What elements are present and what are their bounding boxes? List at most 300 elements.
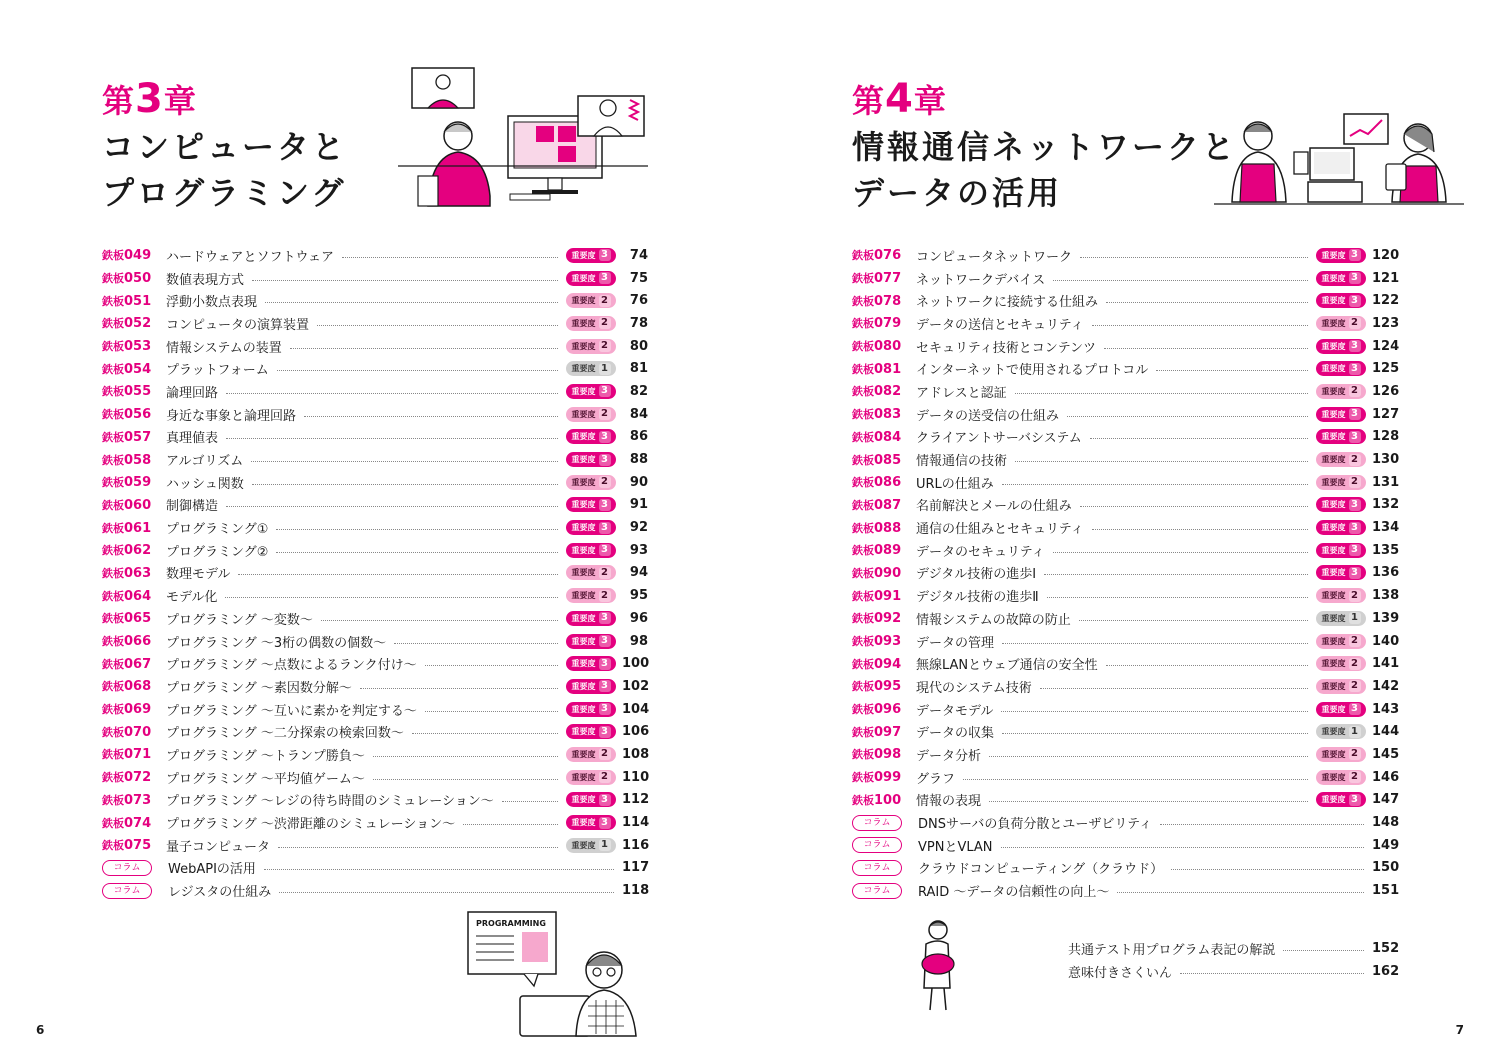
toc-entry[interactable] <box>852 698 1398 721</box>
dot-leader <box>226 393 558 394</box>
entry-page-number: 93 <box>629 542 648 558</box>
importance-badge <box>566 339 616 354</box>
entry-title: デジタル技術の進歩Ⅰ <box>916 567 1037 583</box>
importance-label: 重要度 <box>571 636 596 646</box>
entry-page-number: 143 <box>1372 701 1400 717</box>
importance-label: 重要度 <box>571 341 596 351</box>
toc-entry[interactable] <box>102 675 648 698</box>
entry-code <box>102 429 166 445</box>
entry-code-prefix: 鉄板 <box>102 657 124 671</box>
entry-title: デジタル技術の進歩Ⅱ <box>916 590 1039 606</box>
entry-code-prefix: 鉄板 <box>102 521 124 535</box>
toc-entry[interactable] <box>852 471 1398 494</box>
entry-code-number: 086 <box>874 475 902 491</box>
entry-code-number: 055 <box>124 384 152 400</box>
importance-label: 重要度 <box>1321 341 1346 351</box>
importance-level: 2 <box>599 771 611 783</box>
importance-badge <box>1316 248 1366 263</box>
importance-label: 重要度 <box>571 613 596 623</box>
entry-code-prefix: 鉄板 <box>102 771 124 785</box>
appendix-entry[interactable] <box>1068 937 1398 960</box>
entry-code-number: 075 <box>124 838 152 854</box>
entry-title: アルゴリズム <box>166 454 244 470</box>
entry-title: 現代のシステム技術 <box>916 680 1032 696</box>
entry-title: プログラミング ～変数～ <box>166 612 313 628</box>
entry-title: 数値表現方式 <box>166 272 245 288</box>
entry-page-number: 81 <box>629 361 648 377</box>
column-page-number: 117 <box>622 860 650 876</box>
entry-code-number: 068 <box>124 679 152 695</box>
toc-entry[interactable] <box>852 516 1398 539</box>
importance-badge <box>1316 452 1366 467</box>
toc-entry[interactable] <box>102 539 648 562</box>
importance-badge <box>566 634 616 649</box>
entry-title: モデル化 <box>166 590 218 606</box>
entry-page-number: 138 <box>1372 588 1400 604</box>
importance-label: 重要度 <box>1321 523 1346 533</box>
toc-entry[interactable] <box>102 403 648 426</box>
entry-code-number: 050 <box>124 271 152 287</box>
entry-code-number: 087 <box>874 497 902 513</box>
toc-entry[interactable] <box>102 244 648 267</box>
entry-page-number: 144 <box>1372 724 1400 740</box>
importance-badge <box>566 316 616 331</box>
entry-code-prefix: 鉄板 <box>852 544 874 558</box>
toc-entry[interactable] <box>852 335 1398 358</box>
entry-title: プログラミング① <box>166 522 269 538</box>
entry-code <box>102 837 166 853</box>
importance-badge <box>1316 293 1366 308</box>
column-page-number: 150 <box>1372 860 1400 876</box>
importance-label: 重要度 <box>1321 795 1346 805</box>
entry-title: プログラミング② <box>166 544 269 560</box>
column-tag: コラム <box>852 883 902 899</box>
toc-entry[interactable] <box>852 562 1398 585</box>
toc-entry[interactable] <box>852 630 1398 653</box>
entry-page-number: 92 <box>629 520 648 536</box>
importance-label: 重要度 <box>1321 477 1346 487</box>
entry-title: プログラミング ～二分探索の検索回数～ <box>166 726 404 742</box>
entry-code-number: 052 <box>124 316 152 332</box>
entry-code <box>852 270 916 286</box>
importance-level: 3 <box>1349 408 1361 420</box>
importance-badge <box>1316 475 1366 490</box>
entry-code-prefix: 鉄板 <box>852 793 874 807</box>
entry-title: 身近な事象と論理回路 <box>166 408 297 424</box>
importance-badge <box>566 361 616 376</box>
entry-title: プログラミング ～渋滞距離のシミュレーション～ <box>166 817 456 833</box>
column-page-number: 151 <box>1372 883 1400 899</box>
entry-code <box>102 746 166 762</box>
importance-level: 2 <box>599 590 611 602</box>
video-call-illustration <box>398 66 654 208</box>
entry-title: アドレスと認証 <box>916 385 1007 401</box>
dot-leader <box>276 529 558 530</box>
importance-label: 重要度 <box>571 364 596 374</box>
column-entry[interactable] <box>852 834 1398 857</box>
entry-code-prefix: 鉄板 <box>102 725 124 739</box>
toc-entry[interactable] <box>852 607 1398 630</box>
importance-badge <box>1316 724 1366 739</box>
appendix-entry[interactable] <box>1068 960 1398 983</box>
entry-page-number: 108 <box>622 746 650 762</box>
dot-leader <box>1080 257 1308 258</box>
entry-code-prefix: 鉄板 <box>102 839 124 853</box>
entry-code-number: 058 <box>124 452 152 468</box>
entry-code-prefix: 鉄板 <box>102 703 124 717</box>
importance-level: 2 <box>1349 590 1361 602</box>
toc-entry[interactable] <box>102 652 648 675</box>
toc-entry[interactable] <box>852 789 1398 812</box>
importance-badge <box>1316 543 1366 558</box>
dot-leader <box>1053 552 1308 553</box>
toc-entry[interactable] <box>102 267 648 290</box>
entry-code-prefix: 鉄板 <box>852 249 874 263</box>
importance-level: 3 <box>1349 363 1361 375</box>
column-tag: コラム <box>102 883 152 899</box>
entry-page-number: 74 <box>629 247 648 263</box>
toc-entry[interactable] <box>102 811 648 834</box>
dot-leader <box>412 733 558 734</box>
column-tag: コラム <box>852 860 902 876</box>
entry-code-number: 076 <box>874 248 902 264</box>
entry-page-number: 98 <box>629 633 648 649</box>
entry-title: プログラミング ～レジの待ち時間のシミュレーション～ <box>166 794 494 810</box>
importance-badge <box>566 543 616 558</box>
importance-badge <box>1316 361 1366 376</box>
column-page-number: 149 <box>1372 837 1400 853</box>
toc-entry[interactable] <box>102 584 648 607</box>
entry-code <box>102 293 166 309</box>
toc-entry[interactable] <box>102 380 648 403</box>
entry-code-prefix: 鉄板 <box>852 430 874 444</box>
toc-entry[interactable] <box>852 720 1398 743</box>
entry-code-prefix: 鉄板 <box>102 249 124 263</box>
importance-label: 重要度 <box>1321 386 1346 396</box>
entry-title: グラフ <box>916 771 956 787</box>
dot-leader <box>1106 302 1308 303</box>
entry-code <box>852 769 916 785</box>
entry-code-prefix: 鉄板 <box>852 771 874 785</box>
entry-code-prefix: 鉄板 <box>102 340 124 354</box>
dot-leader <box>1106 665 1308 666</box>
entry-page-number: 95 <box>629 588 648 604</box>
entry-code <box>102 520 166 536</box>
toc-entry[interactable] <box>102 743 648 766</box>
chapter-label: 第4章 <box>852 76 947 122</box>
entry-page-number: 135 <box>1372 542 1400 558</box>
toc-entry[interactable] <box>852 675 1398 698</box>
entry-code <box>102 452 166 468</box>
entry-code-number: 073 <box>124 792 152 808</box>
entry-code-number: 094 <box>874 656 902 672</box>
importance-badge <box>566 611 616 626</box>
entry-code-number: 093 <box>874 634 902 650</box>
entry-title: データの送信とセキュリティ <box>916 317 1084 333</box>
importance-label: 重要度 <box>571 659 596 669</box>
entry-code <box>102 474 166 490</box>
toc-entry[interactable] <box>102 698 648 721</box>
toc-entry[interactable] <box>102 834 648 857</box>
dot-leader <box>1117 892 1364 893</box>
entry-code <box>102 701 166 717</box>
toc-entry[interactable] <box>852 494 1398 517</box>
importance-level: 3 <box>1349 249 1361 261</box>
entry-code-number: 051 <box>124 293 152 309</box>
entry-title: ネットワークに接続する仕組み <box>916 295 1099 311</box>
entry-title: プログラミング ～平均値ゲーム～ <box>166 771 365 787</box>
entry-code <box>852 678 916 694</box>
importance-badge <box>566 565 616 580</box>
entry-code-prefix: 鉄板 <box>102 589 124 603</box>
toc-entry[interactable] <box>852 267 1398 290</box>
entry-code-number: 088 <box>874 520 902 536</box>
dot-leader <box>1283 950 1364 951</box>
entry-code-prefix: 鉄板 <box>852 385 874 399</box>
dot-leader <box>225 597 558 598</box>
importance-label: 重要度 <box>571 681 596 691</box>
column-page-number: 118 <box>622 883 650 899</box>
importance-label: 重要度 <box>1321 613 1346 623</box>
dot-leader <box>1047 597 1308 598</box>
entry-code-number: 082 <box>874 384 902 400</box>
entry-code-number: 057 <box>124 429 152 445</box>
toc-entry[interactable] <box>102 630 648 653</box>
entry-code <box>102 338 166 354</box>
dot-leader <box>1104 348 1308 349</box>
entry-code-number: 059 <box>124 475 152 491</box>
importance-badge <box>566 792 616 807</box>
dot-leader <box>1040 688 1308 689</box>
column-entry[interactable] <box>852 811 1398 834</box>
dot-leader <box>394 643 558 644</box>
entry-code-prefix: 鉄板 <box>102 635 124 649</box>
entry-page-number: 121 <box>1372 270 1400 286</box>
toc-entry[interactable] <box>102 516 648 539</box>
importance-level: 3 <box>599 249 611 261</box>
dot-leader <box>502 801 558 802</box>
entry-page-number: 102 <box>622 678 650 694</box>
importance-level: 2 <box>599 476 611 488</box>
toc-entry[interactable] <box>102 766 648 789</box>
importance-label: 重要度 <box>571 386 596 396</box>
toc-entry[interactable] <box>852 766 1398 789</box>
importance-level: 3 <box>599 499 611 511</box>
toc-entry[interactable] <box>852 244 1398 267</box>
importance-level: 2 <box>599 748 611 760</box>
importance-label: 重要度 <box>571 840 596 850</box>
importance-badge <box>566 702 616 717</box>
toc-entry[interactable] <box>102 335 648 358</box>
toc-entry[interactable] <box>852 289 1398 312</box>
toc-entry[interactable] <box>852 357 1398 380</box>
importance-level: 2 <box>599 567 611 579</box>
entry-title: 情報の表現 <box>916 794 982 810</box>
entry-code-prefix: 鉄板 <box>102 748 124 762</box>
entry-page-number: 127 <box>1372 406 1400 422</box>
dot-leader <box>425 711 558 712</box>
toc-entry[interactable] <box>102 720 648 743</box>
entry-code <box>852 429 916 445</box>
entry-page-number: 125 <box>1372 361 1400 377</box>
entry-code-prefix: 鉄板 <box>102 816 124 830</box>
entry-page-number: 90 <box>629 474 648 490</box>
toc-entry[interactable] <box>102 789 648 812</box>
toc-entry[interactable] <box>852 539 1398 562</box>
importance-level: 3 <box>599 817 611 829</box>
importance-badge <box>1316 339 1366 354</box>
importance-label: 重要度 <box>571 591 596 601</box>
toc-entry[interactable] <box>102 357 648 380</box>
importance-badge <box>566 838 616 853</box>
importance-level: 2 <box>1349 680 1361 692</box>
entry-code-prefix: 鉄板 <box>852 612 874 626</box>
entry-code-number: 053 <box>124 339 152 355</box>
appendix-page-number: 162 <box>1372 964 1400 979</box>
entry-code-number: 066 <box>124 634 152 650</box>
importance-badge <box>566 520 616 535</box>
entry-page-number: 88 <box>629 452 648 468</box>
toc-entry[interactable] <box>102 607 648 630</box>
importance-label: 重要度 <box>1321 591 1346 601</box>
importance-label: 重要度 <box>1321 318 1346 328</box>
importance-level: 3 <box>599 658 611 670</box>
importance-badge <box>1316 497 1366 512</box>
importance-level: 2 <box>1349 317 1361 329</box>
importance-level: 2 <box>1349 771 1361 783</box>
importance-label: 重要度 <box>571 772 596 782</box>
entry-page-number: 116 <box>622 837 650 853</box>
importance-label: 重要度 <box>571 296 596 306</box>
entry-title: プログラミング ～3桁の偶数の個数～ <box>166 635 387 651</box>
entry-page-number: 124 <box>1372 338 1400 354</box>
importance-label: 重要度 <box>571 795 596 805</box>
entry-code-prefix: 鉄板 <box>102 408 124 422</box>
appendix-title: 共通テスト用プログラム表記の解説 <box>1068 943 1276 958</box>
entry-title: 量子コンピュータ <box>166 839 271 855</box>
entry-code-prefix: 鉄板 <box>852 589 874 603</box>
entry-code-prefix: 鉄板 <box>852 657 874 671</box>
entry-title: ネットワークデバイス <box>916 272 1046 288</box>
importance-level: 3 <box>1349 272 1361 284</box>
dot-leader <box>963 779 1308 780</box>
entry-page-number: 100 <box>622 656 650 672</box>
entry-code <box>102 247 166 263</box>
importance-level: 3 <box>599 544 611 556</box>
entry-page-number: 114 <box>622 815 650 831</box>
column-entry[interactable] <box>852 879 1398 902</box>
importance-badge <box>1316 429 1366 444</box>
entry-code-number: 064 <box>124 588 152 604</box>
dot-leader <box>1002 484 1308 485</box>
importance-level: 3 <box>599 612 611 624</box>
entry-code-prefix: 鉄板 <box>102 498 124 512</box>
toc-entry[interactable] <box>102 471 648 494</box>
importance-badge <box>566 815 616 830</box>
entry-title: プログラミング ～素因数分解～ <box>166 680 352 696</box>
toc-entry[interactable] <box>102 494 648 517</box>
importance-level: 3 <box>1349 794 1361 806</box>
entry-code-number: 077 <box>874 271 902 287</box>
importance-label: 重要度 <box>571 500 596 510</box>
dot-leader <box>290 348 558 349</box>
column-entry[interactable] <box>102 879 648 902</box>
toc-entry[interactable] <box>852 380 1398 403</box>
importance-label: 重要度 <box>1321 749 1346 759</box>
entry-page-number: 131 <box>1372 474 1400 490</box>
dot-leader <box>1180 973 1364 974</box>
column-tag: コラム <box>852 837 902 853</box>
toc-entry[interactable] <box>102 448 648 471</box>
toc-entry[interactable] <box>102 426 648 449</box>
importance-label: 重要度 <box>1321 704 1346 714</box>
toc-entry[interactable] <box>852 403 1398 426</box>
toc-entry[interactable] <box>852 652 1398 675</box>
column-entry[interactable] <box>852 857 1398 880</box>
entry-page-number: 82 <box>629 383 648 399</box>
entry-page-number: 122 <box>1372 293 1400 309</box>
column-title: WebAPIの活用 <box>168 862 256 878</box>
column-entry[interactable] <box>102 857 648 880</box>
importance-label: 重要度 <box>571 749 596 759</box>
entry-title: 通信の仕組みとセキュリティ <box>916 522 1084 538</box>
importance-badge <box>1316 565 1366 580</box>
importance-level: 2 <box>1349 454 1361 466</box>
toc-entry[interactable] <box>852 584 1398 607</box>
importance-level: 2 <box>599 340 611 352</box>
page-number: 7 <box>1455 1023 1464 1037</box>
entry-page-number: 106 <box>622 724 650 740</box>
entry-code-number: 081 <box>874 361 902 377</box>
importance-level: 3 <box>1349 522 1361 534</box>
entry-title: クライアントサーバシステム <box>916 431 1082 447</box>
dot-leader <box>264 869 614 870</box>
toc-entry[interactable] <box>852 426 1398 449</box>
entry-code-number: 071 <box>124 747 152 763</box>
entry-code-number: 097 <box>874 724 902 740</box>
entry-code <box>852 497 916 513</box>
importance-label: 重要度 <box>1321 432 1346 442</box>
importance-label: 重要度 <box>571 409 596 419</box>
importance-badge <box>566 747 616 762</box>
dot-leader <box>360 688 558 689</box>
importance-badge <box>566 588 616 603</box>
entry-code-prefix: 鉄板 <box>852 294 874 308</box>
importance-label: 重要度 <box>571 568 596 578</box>
entry-code-number: 061 <box>124 520 152 536</box>
toc-entry[interactable] <box>852 743 1398 766</box>
entry-code <box>102 270 166 286</box>
entry-code <box>102 361 166 377</box>
entry-title: データの送受信の仕組み <box>916 408 1060 424</box>
toc-entry[interactable] <box>852 448 1398 471</box>
page-number: 6 <box>36 1023 45 1037</box>
importance-label: 重要度 <box>1321 409 1346 419</box>
toc-entry[interactable] <box>102 562 648 585</box>
importance-level: 3 <box>1349 544 1361 556</box>
importance-level: 3 <box>599 522 611 534</box>
entry-title: データの管理 <box>916 635 995 651</box>
toc-entry[interactable] <box>102 289 648 312</box>
entry-code-prefix: 鉄板 <box>852 703 874 717</box>
entry-page-number: 145 <box>1372 746 1400 762</box>
toc-entry[interactable] <box>102 312 648 335</box>
toc-entry[interactable] <box>852 312 1398 335</box>
entry-code <box>852 338 916 354</box>
entry-code <box>852 293 916 309</box>
programming-sign-text: PROGRAMMING <box>476 919 546 928</box>
importance-badge <box>1316 792 1366 807</box>
